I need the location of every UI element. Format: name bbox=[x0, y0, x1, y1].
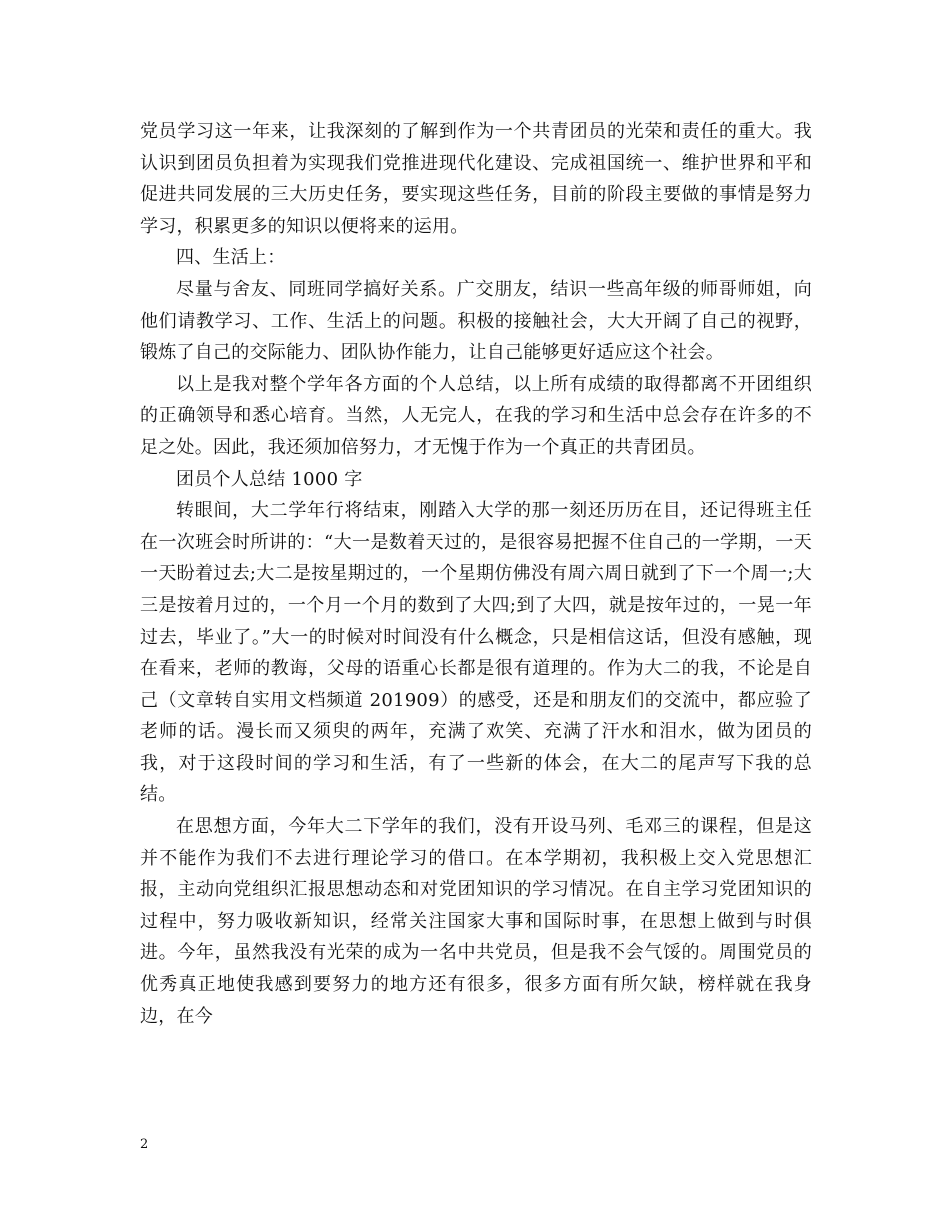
page-number: 2 bbox=[140, 1137, 149, 1152]
paragraph-summary: 以上是我对整个学年各方面的个人总结，以上所有成绩的取得都离不开团组织的正确领导和悉心培育。当然，人无完人，在我的学习和生活中总会存在许多的不足之处。因此，我还须加倍努力，才无愧于作为一个真正的共青团员。 bbox=[140, 373, 812, 458]
heading-life: 四、生活上： bbox=[176, 247, 286, 269]
paragraph-thought: 在思想方面，今年大二下学年的我们，没有开设马列、毛邓三的课程，但是这并不能作为我们不去进行理论学习的借口。在本学期初，我积极上交入党思想汇报，主动向党组织汇报思想动态和对党团知识的学习情况。在自主学习党团知识的过程中，努力吸收新知识，经常关注国家大事和国际时事，在思想上做到与时俱进。今年，虽然我没有光荣的成为一名中共党员，但是我不会气馁的。周围党员的优秀真正地使我感到要努力的地方还有很多，很多方面有所欠缺，榜样就在我身边，在今 bbox=[140, 816, 812, 1027]
paragraph-study-reflection: 党员学习这一年来，让我深刻的了解到作为一个共青团员的光荣和责任的重大。我认识到团员负担着为实现我们党推进现代化建设、完成祖国统一、维护世界和平和促进共同发展的三大历史任务，要实现这些任务，目前的阶段主要做的事情是努力学习，积累更多的知识以便将来的运用。 bbox=[140, 121, 812, 237]
paragraph-sophomore-year: 转眼间，大二学年行将结束，刚踏入大学的那一刻还历历在目，还记得班主任在一次班会时所讲的：“大一是数着天过的，是很容易把握不住自己的一学期，一天一天盼着过去;大二是按星期过的，一个星期仿佛没有周六周日就到了下一个周一;大三是按着月过的，一个月一个月的数到了大四;到了大四，就是按年过的，一晃一年过去，毕业了。”大一的时候对时间没有什么概念，只是相信这话，但没有感触，现在看来，老师的教诲，父母的语重心长都是很有道理的。作为大二的我，不论是自己（文章转自实用文档频道 201909）的感受，还是和朋友们的交流中，都应验了老师的话。漫长而又须臾的两年，充满了欢笑、充满了汗水和泪水，做为团员的我，对于这段时间的学习和生活，有了一些新的体会，在大二的尾声写下我的总结。 bbox=[140, 500, 812, 806]
paragraph-life: 尽量与舍友、同班同学搞好关系。广交朋友，结识一些高年级的师哥师姐，向他们请教学习、工作、生活上的问题。积极的接触社会，大大开阔了自己的视野，锻炼了自己的交际能力、团队协作能力，让自己能够更好适应这个社会。 bbox=[140, 278, 812, 364]
section-title: 团员个人总结 1000 字 bbox=[176, 468, 363, 490]
document-body bbox=[140, 116, 812, 1032]
